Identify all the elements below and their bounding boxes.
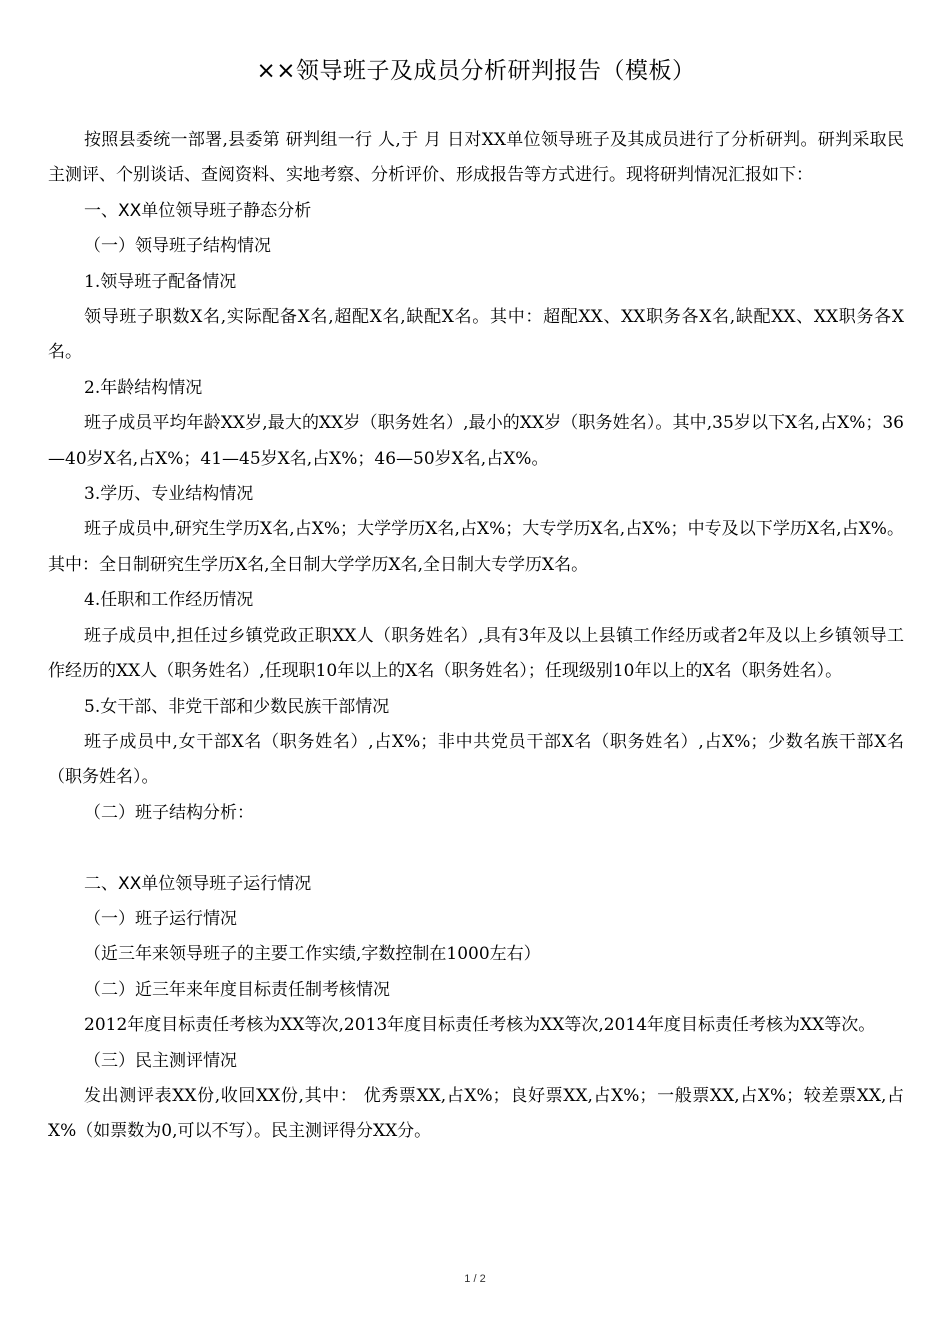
operation-note: （近三年来领导班子的主要工作实绩,字数控制在1000左右） [84,944,541,965]
item-heading-experience: 4.任职和工作经历情况 [84,590,254,611]
blank-line [48,831,904,866]
subsection-heading-operation: （一）班子运行情况 [84,908,237,929]
document-title: ××领导班子及成员分析研判报告（模板） [256,58,696,84]
item-heading-age: 2.年龄结构情况 [84,377,203,398]
staffing-paragraph: 领导班子职数X名,实际配备X名,超配X名,缺配X名。其中：超配XX、XX职务各X名,缺配XX、XX职务各X名。 [48,307,904,363]
section-heading-2: 二、XX单位领导班子运行情况 [84,873,312,894]
page-number: 1 / 2 [464,1273,486,1285]
assessment-paragraph: 2012年度目标责任考核为XX等次,2013年度目标责任考核为XX等次,2014年度目标责任考核为XX等次。 [84,1015,876,1036]
document-body [48,123,904,1150]
intro-paragraph: 按照县委统一部署,县委第 研判组一行 人,于 月 日对XX单位领导班子及其成员进行了分析研判。研判采取民主测评、个别谈话、查阅资料、实地考察、分析评价、形成报告等方式进行。现将研判情况汇报如下： [48,130,904,186]
item-heading-diversity: 5.女干部、非党干部和少数民族干部情况 [84,696,390,717]
age-paragraph: 班子成员平均年龄XX岁,最大的XX岁（职务姓名）,最小的XX岁（职务姓名）。其中,35岁以下X名,占X%；36—40岁X名,占X%；41—45岁X名,占X%；46—50岁X名,占X%。 [48,413,904,469]
section-heading-1: 一、XX单位领导班子静态分析 [84,200,312,221]
subsection-heading-assessment: （二）近三年来年度目标责任制考核情况 [84,979,390,1000]
subsection-heading-evaluation: （三）民主测评情况 [84,1050,237,1071]
subsection-heading-structure: （一）领导班子结构情况 [84,236,271,257]
evaluation-paragraph: 发出测评表XX份,收回XX份,其中： 优秀票XX,占X%；良好票XX,占X%；一般票XX,占X%；较差票XX,占X%（如票数为0,可以不写）。民主测评得分XX分。 [48,1085,904,1142]
experience-paragraph: 班子成员中,担任过乡镇党政正职XX人（职务姓名）,具有3年及以上县镇工作经历或者2年及以上乡镇领导工作经历的XX人（职务姓名）,任现职10年以上的X名（职务姓名）；任现级别10年以上的X名（职务姓名）。 [48,625,904,682]
diversity-paragraph: 班子成员中,女干部X名（职务姓名）,占X%；非中共党员干部X名（职务姓名）,占X%；少数名族干部X名（职务姓名）。 [48,731,904,788]
education-paragraph: 班子成员中,研究生学历X名,占X%；大学学历X名,占X%；大专学历X名,占X%；中专及以下学历X名,占X%。其中：全日制研究生学历X名,全日制大学学历X名,全日制大专学历X名。 [48,519,904,575]
item-heading-education: 3.学历、专业结构情况 [84,484,254,505]
item-heading-staffing: 1.领导班子配备情况 [84,271,237,292]
subsection-heading-analysis: （二）班子结构分析： [84,802,254,823]
